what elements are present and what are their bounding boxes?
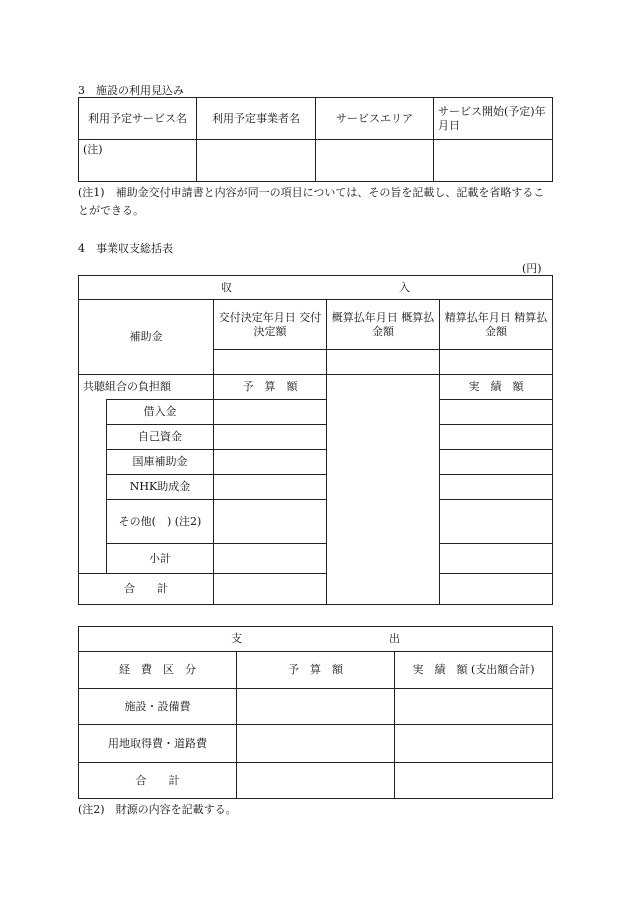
empty-cell xyxy=(214,574,327,605)
row-other: その他( ) (注2) xyxy=(107,500,214,544)
empty-cell xyxy=(395,725,553,763)
unit-label: (円) xyxy=(522,262,542,275)
budget-label: 予 算 額 xyxy=(214,375,327,400)
row-loan: 借入金 xyxy=(107,400,214,425)
col-settle: 精算払年月日 精算払金額 xyxy=(440,300,553,350)
burden-label: 共聴組合の負担額 xyxy=(79,375,214,400)
expense-table xyxy=(78,626,553,799)
col-budget: 予 算 額 xyxy=(237,652,395,689)
col-actual: 実 績 額 (支出額合計) xyxy=(395,652,553,689)
empty-cell xyxy=(434,140,553,182)
empty-cell xyxy=(440,425,553,450)
empty-cell xyxy=(316,140,434,182)
col-estimate: 概算払年月日 概算払金額 xyxy=(327,300,440,350)
empty-cell xyxy=(440,400,553,425)
empty-cell xyxy=(440,475,553,500)
row-land-road-cost: 用地取得費・道路費 xyxy=(79,725,237,763)
indent-cell xyxy=(79,400,107,425)
header-service-area: サービスエリア xyxy=(316,98,434,140)
col-category: 経 費 区 分 xyxy=(79,652,237,689)
empty-cell xyxy=(214,544,327,574)
header-operator-name: 利用予定事業者名 xyxy=(197,98,316,140)
merged-empty-cell xyxy=(327,375,440,605)
empty-cell xyxy=(214,350,327,375)
empty-cell xyxy=(440,544,553,574)
actual-label: 実 績 額 xyxy=(440,375,553,400)
expense-title-left: 支 xyxy=(231,632,242,645)
empty-cell xyxy=(214,475,327,500)
expense-title-right: 出 xyxy=(389,632,400,645)
note-cell: (注) xyxy=(79,140,197,182)
note1 xyxy=(78,184,552,220)
indent-cell xyxy=(79,475,107,500)
empty-cell xyxy=(440,350,553,375)
row-own-funds: 自己資金 xyxy=(107,425,214,450)
empty-cell xyxy=(237,689,395,725)
col-decision: 交付決定年月日 交付決定額 xyxy=(214,300,327,350)
note2: (注2) 財源の内容を記載する。 xyxy=(78,803,237,816)
header-service-name: 利用予定サービス名 xyxy=(79,98,197,140)
indent-cell xyxy=(79,425,107,450)
expense-total-label: 合 計 xyxy=(79,763,237,799)
empty-cell xyxy=(440,574,553,605)
empty-cell xyxy=(214,425,327,450)
empty-cell xyxy=(237,763,395,799)
indent-cell xyxy=(79,544,107,574)
indent-cell xyxy=(79,450,107,475)
empty-cell xyxy=(327,350,440,375)
row-subtotal: 小計 xyxy=(107,544,214,574)
empty-cell xyxy=(440,500,553,544)
empty-cell xyxy=(395,689,553,725)
row-nhk-grant: NHK助成金 xyxy=(107,475,214,500)
empty-cell xyxy=(214,400,327,425)
income-title xyxy=(79,276,553,300)
section3-heading: 3 施設の利用見込み xyxy=(78,84,184,97)
income-title-right: 入 xyxy=(399,280,411,294)
empty-cell xyxy=(395,763,553,799)
empty-cell xyxy=(214,450,327,475)
empty-cell xyxy=(214,500,327,544)
section4-heading: 4 事業収支総括表 xyxy=(78,242,173,255)
empty-cell xyxy=(440,450,553,475)
income-total-label: 合 計 xyxy=(79,574,214,605)
income-title-left: 収 xyxy=(221,280,233,294)
expense-title xyxy=(79,627,553,652)
empty-cell xyxy=(197,140,316,182)
subsidy-label: 補助金 xyxy=(79,300,214,375)
indent-cell xyxy=(79,500,107,544)
note1-text: (注1) 補助金交付申請書と内容が同一の項目については、その旨を記載し、記載を省略することができる。 xyxy=(78,186,545,217)
income-table xyxy=(78,275,553,605)
row-national-subsidy: 国庫補助金 xyxy=(107,450,214,475)
header-start-date: サービス開始(予定)年月日 xyxy=(434,98,553,140)
facility-usage-table xyxy=(78,97,553,182)
row-facility-cost: 施設・設備費 xyxy=(79,689,237,725)
empty-cell xyxy=(237,725,395,763)
